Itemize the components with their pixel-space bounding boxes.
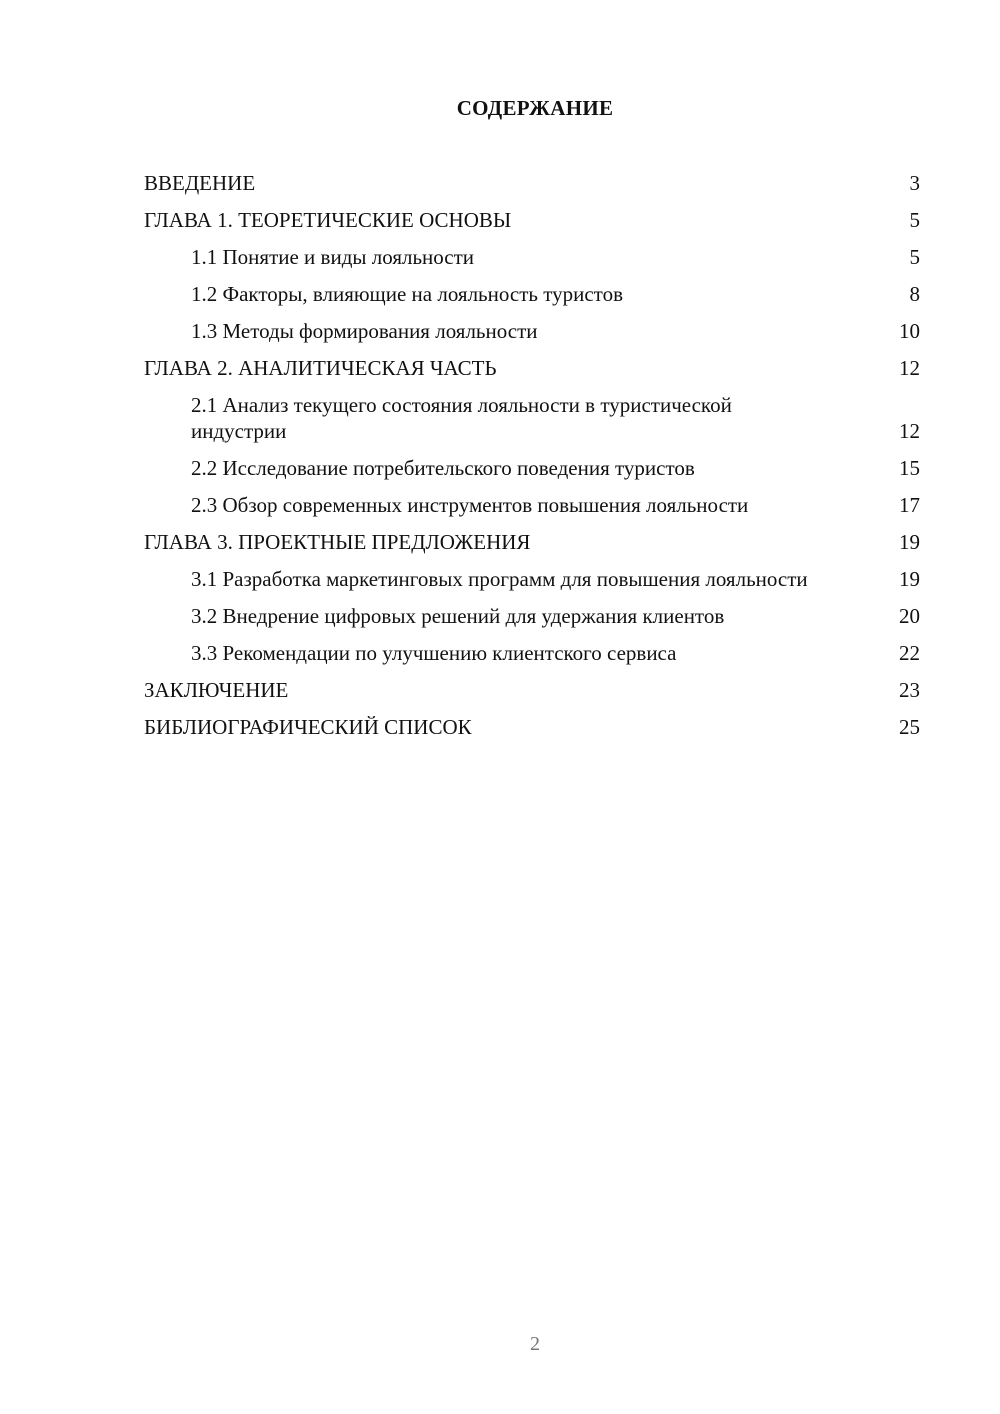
toc-entry-label: БИБЛИОГРАФИЧЕСКИЙ СПИСОК bbox=[144, 715, 472, 739]
toc-entry[interactable] bbox=[144, 640, 920, 666]
toc-entry[interactable] bbox=[144, 318, 920, 344]
toc-entry-page-number: 5 bbox=[909, 208, 920, 232]
toc-entry[interactable] bbox=[144, 281, 920, 307]
toc-entry-page-number: 19 bbox=[899, 530, 920, 554]
toc-entry[interactable] bbox=[144, 392, 920, 444]
toc-entry[interactable] bbox=[144, 529, 920, 555]
toc-entry-label: 3.1 Разработка маркетинговых программ для повышения лояльности bbox=[191, 567, 808, 591]
toc-entry-label: 3.2 Внедрение цифровых решений для удержания клиентов bbox=[191, 604, 725, 628]
toc-entry-page-number: 5 bbox=[909, 245, 920, 269]
page-number: 2 bbox=[530, 1333, 540, 1355]
toc-entry-label: 1.3 Методы формирования лояльности bbox=[191, 319, 538, 343]
toc-entry-label: ГЛАВА 1. ТЕОРЕТИЧЕСКИЕ ОСНОВЫ bbox=[144, 208, 512, 232]
toc-entry-page-number: 25 bbox=[899, 715, 920, 739]
toc-entry-label: ГЛАВА 2. АНАЛИТИЧЕСКАЯ ЧАСТЬ bbox=[144, 356, 497, 380]
toc-entry-label: 2.2 Исследование потребительского поведения туристов bbox=[191, 456, 695, 480]
toc-entry[interactable] bbox=[144, 677, 920, 703]
toc-entry[interactable] bbox=[144, 455, 920, 481]
toc-entry-page-number: 3 bbox=[909, 171, 920, 195]
toc-entry-page-number: 12 bbox=[899, 419, 920, 443]
toc-entry-page-number: 17 bbox=[899, 493, 920, 517]
toc-entry-label: ВВЕДЕНИЕ bbox=[144, 171, 256, 195]
toc-entry-page-number: 20 bbox=[899, 604, 920, 628]
toc-entry[interactable] bbox=[144, 244, 920, 270]
toc-entry-page-number: 10 bbox=[899, 319, 920, 343]
toc-entry-page-number: 22 bbox=[899, 641, 920, 665]
page-title: СОДЕРЖАНИЕ bbox=[456, 96, 614, 120]
toc-entry-page-number: 12 bbox=[899, 356, 920, 380]
toc-entry-label: 2.1 Анализ текущего состояния лояльности в туристической индустрии bbox=[191, 393, 732, 443]
toc-entry-label: ГЛАВА 3. ПРОЕКТНЫЕ ПРЕДЛОЖЕНИЯ bbox=[144, 530, 531, 554]
toc-entry-label: 2.3 Обзор современных инструментов повышения лояльности bbox=[191, 493, 749, 517]
toc-entry[interactable] bbox=[144, 355, 920, 381]
toc-entry[interactable] bbox=[144, 207, 920, 233]
toc-entry[interactable] bbox=[144, 170, 920, 196]
toc-entry-page-number: 19 bbox=[899, 567, 920, 591]
toc-entry[interactable] bbox=[144, 492, 920, 518]
toc-entry[interactable] bbox=[144, 714, 920, 740]
toc-entry-label: ЗАКЛЮЧЕНИЕ bbox=[144, 678, 289, 702]
toc-entry-label: 3.3 Рекомендации по улучшению клиентского сервиса bbox=[191, 641, 677, 665]
toc-entry-page-number: 23 bbox=[899, 678, 920, 702]
table-of-contents bbox=[144, 170, 920, 751]
toc-entry-label: 1.1 Понятие и виды лояльности bbox=[191, 245, 475, 269]
toc-entry-label: 1.2 Факторы, влияющие на лояльность туристов bbox=[191, 282, 623, 306]
toc-entry[interactable] bbox=[144, 566, 920, 592]
toc-entry-page-number: 8 bbox=[909, 282, 920, 306]
toc-entry[interactable] bbox=[144, 603, 920, 629]
toc-entry-page-number: 15 bbox=[899, 456, 920, 480]
